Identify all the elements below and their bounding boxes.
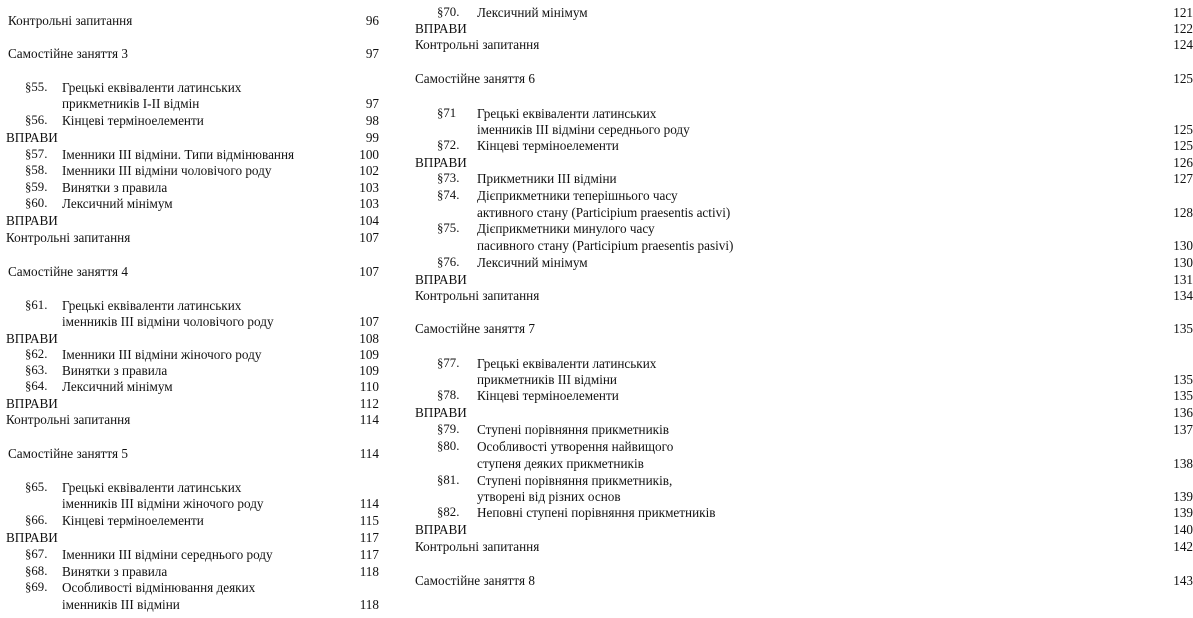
toc-entry-text: Особливості утворення найвищого (477, 439, 674, 454)
toc-entry-page: 103 (359, 180, 379, 195)
toc-entry-page: 114 (359, 412, 379, 427)
toc-entry-number: §73. (437, 171, 460, 185)
toc-entry-text: ВПРАВИ (415, 405, 467, 420)
toc-entry-text: Особливості відмінювання деяких (62, 580, 256, 595)
toc-entry-text: Лексичний мінімум (62, 379, 173, 394)
toc-entry-page: 112 (359, 396, 379, 411)
toc-entry-text: Грецькі еквіваленти латинських (62, 480, 242, 495)
toc-entry-page: 103 (359, 196, 379, 211)
toc-entry-page: 96 (365, 13, 379, 28)
toc-entry-number: §67. (25, 547, 48, 561)
toc-entry-page: 107 (359, 314, 379, 329)
toc-entry-number: §71 (437, 106, 457, 120)
toc-entry-number: §75. (437, 221, 460, 235)
toc-entry-number: §61. (25, 298, 48, 312)
toc-entry-page: 138 (1173, 456, 1193, 471)
toc-entry-page: 98 (365, 113, 379, 128)
toc-entry-text: ВПРАВИ (6, 331, 58, 346)
toc-entry-page: 109 (359, 347, 379, 362)
toc-entry-page: 143 (1173, 573, 1193, 588)
toc-entry-number: §72. (437, 138, 460, 152)
toc-entry-text: Неповні ступені порівняння прикметників (477, 505, 716, 520)
toc-entry-page: 130 (1173, 238, 1193, 253)
toc-entry-page: 114 (359, 446, 379, 461)
toc-entry-page: 135 (1173, 388, 1193, 403)
toc-entry-page: 115 (359, 513, 379, 528)
toc-entry-number: §56. (25, 113, 48, 127)
toc-entry-text: ВПРАВИ (415, 522, 467, 537)
toc-entry-text: Ступені порівняння прикметників (477, 422, 669, 437)
toc-entry-text: іменників III відміни середнього роду (477, 122, 690, 137)
toc-entry-page: 127 (1173, 171, 1193, 186)
toc-entry-text: Контрольні запитання (8, 13, 133, 28)
toc-entry-page: 125 (1173, 138, 1193, 153)
toc-entry-text: Контрольні запитання (415, 37, 540, 52)
toc-entry-text: Грецькі еквіваленти латинських (62, 80, 242, 95)
toc-entry-text: утворені від різних основ (477, 489, 621, 504)
toc-entry-number: §60. (25, 196, 48, 210)
toc-entry-page: 128 (1173, 205, 1193, 220)
toc-entry-text: прикметників III відміни (477, 372, 617, 387)
toc-entry-page: 114 (359, 496, 379, 511)
toc-entry-number: §64. (25, 379, 48, 393)
toc-entry-text: Грецькі еквіваленти латинських (477, 356, 657, 371)
toc-entry-page: 118 (359, 564, 379, 579)
toc-entry-page: 100 (359, 147, 379, 162)
toc-entry-text: ВПРАВИ (415, 155, 467, 170)
toc-entry-text: Ступені порівняння прикметників, (477, 473, 673, 488)
toc-entry-text: Іменники III відміни чоловічого роду (62, 163, 272, 178)
toc-entry-page: 110 (359, 379, 379, 394)
toc-entry-text: ВПРАВИ (415, 21, 467, 36)
toc-entry-text: ВПРАВИ (6, 530, 58, 545)
toc-entry-page: 137 (1173, 422, 1193, 437)
toc-entry-page: 135 (1173, 321, 1193, 336)
toc-entry-page: 117 (359, 547, 379, 562)
toc-entry-text: Самостійне заняття 6 (415, 71, 535, 86)
toc-entry-number: §77. (437, 356, 460, 370)
toc-entry-page: 118 (359, 597, 379, 612)
toc-entry-page: 102 (359, 163, 379, 178)
toc-entry-text: іменників III відміни (62, 597, 180, 612)
toc-entry-text: активного стану (Participium praesentis activi) (477, 205, 731, 220)
toc-entry-number: §81. (437, 473, 460, 487)
toc-entry-number: §79. (437, 422, 460, 436)
toc-entry-number: §68. (25, 564, 48, 578)
toc-entry-text: Самостійне заняття 5 (8, 446, 128, 461)
toc-entry-text: Самостійне заняття 8 (415, 573, 535, 588)
toc-entry-page: 97 (365, 96, 379, 111)
toc-entry-text: іменників III відміни чоловічого роду (62, 314, 274, 329)
toc-entry-text: пасивного стану (Participium praesentis pasivi) (477, 238, 734, 253)
toc-entry-text: Винятки з правила (62, 363, 168, 378)
toc-entry-page: 107 (359, 264, 379, 279)
toc-entry-number: §78. (437, 388, 460, 402)
toc-entry-text: Лексичний мінімум (62, 196, 173, 211)
toc-entry-text: Кінцеві терміноелементи (62, 513, 204, 528)
toc-entry-number: §70. (437, 5, 460, 19)
toc-entry-page: 99 (365, 130, 379, 145)
toc-entry-text: Винятки з правила (62, 564, 168, 579)
toc-entry-text: Лексичний мінімум (477, 5, 588, 20)
toc-entry-text: Самостійне заняття 3 (8, 46, 128, 61)
toc-entry-text: ВПРАВИ (415, 272, 467, 287)
toc-entry-text: Кінцеві терміноелементи (477, 388, 619, 403)
toc-entry-text: Дієприкметники минулого часу (477, 221, 655, 236)
toc-entry-text: Самостійне заняття 7 (415, 321, 535, 336)
toc-entry-text: Кінцеві терміноелементи (477, 138, 619, 153)
toc-entry-page: 139 (1173, 489, 1193, 504)
toc-entry-text: Прикметники III відміни (477, 171, 617, 186)
toc-entry-page: 97 (365, 46, 379, 61)
toc-entry-number: §82. (437, 505, 460, 519)
toc-entry-text: Іменники III відміни жіночого роду (62, 347, 262, 362)
toc-entry-text: ВПРАВИ (6, 130, 58, 145)
toc-entry-text: Грецькі еквіваленти латинських (62, 298, 242, 313)
toc-entry-text: ВПРАВИ (6, 396, 58, 411)
toc-entry-text: Лексичний мінімум (477, 255, 588, 270)
toc-entry-page: 104 (359, 213, 379, 228)
toc-entry-text: Винятки з правила (62, 180, 168, 195)
toc-entry-text: Кінцеві терміноелементи (62, 113, 204, 128)
toc-entry-page: 107 (359, 230, 379, 245)
toc-entry-number: §55. (25, 80, 48, 94)
toc-entry-page: 140 (1173, 522, 1193, 537)
toc-entry-number: §80. (437, 439, 460, 453)
toc-entry-number: §63. (25, 363, 48, 377)
toc-entry-page: 139 (1173, 505, 1193, 520)
toc-entry-text: Грецькі еквіваленти латинських (477, 106, 657, 121)
toc-entry-text: Дієприкметники теперішнього часу (477, 188, 678, 203)
toc-entry-number: §59. (25, 180, 48, 194)
toc-entry-number: §76. (437, 255, 460, 269)
toc-entry-page: 109 (359, 363, 379, 378)
toc-entry-number: §66. (25, 513, 48, 527)
toc-entry-text: Контрольні запитання (6, 230, 131, 245)
toc-entry-text: ВПРАВИ (6, 213, 58, 228)
toc-entry-text: іменників III відміни жіночого роду (62, 496, 264, 511)
toc-entry-page: 142 (1173, 539, 1193, 554)
toc-entry-number: §74. (437, 188, 460, 202)
toc-entry-number: §62. (25, 347, 48, 361)
toc-entry-page: 126 (1173, 155, 1193, 170)
toc-entry-text: Контрольні запитання (415, 288, 540, 303)
toc-entry-text: ступеня деяких прикметників (477, 456, 644, 471)
toc-entry-number: §65. (25, 480, 48, 494)
toc-entry-number: §57. (25, 147, 48, 161)
toc-entry-page: 121 (1173, 5, 1193, 20)
toc-entry-page: 135 (1173, 372, 1193, 387)
toc-entry-text: Самостійне заняття 4 (8, 264, 128, 279)
toc-entry-text: Контрольні запитання (6, 412, 131, 427)
toc-entry-page: 124 (1173, 37, 1193, 52)
toc-entry-page: 134 (1173, 288, 1193, 303)
toc-entry-text: Контрольні запитання (415, 539, 540, 554)
toc-entry-page: 125 (1173, 71, 1193, 86)
toc-entry-number: §69. (25, 580, 48, 594)
toc-entry-page: 108 (359, 331, 379, 346)
toc-entry-page: 131 (1173, 272, 1193, 287)
toc-entry-text: Іменники III відміни. Типи відмінювання (62, 147, 295, 162)
toc-entry-number: §58. (25, 163, 48, 177)
toc-entry-page: 122 (1173, 21, 1193, 36)
toc-entry-text: Іменники III відміни середнього роду (62, 547, 273, 562)
toc-entry-page: 125 (1173, 122, 1193, 137)
toc-entry-page: 130 (1173, 255, 1193, 270)
toc-entry-page: 117 (359, 530, 379, 545)
toc-entry-page: 136 (1173, 405, 1193, 420)
toc-entry-text: прикметників I-II відмін (62, 96, 200, 111)
